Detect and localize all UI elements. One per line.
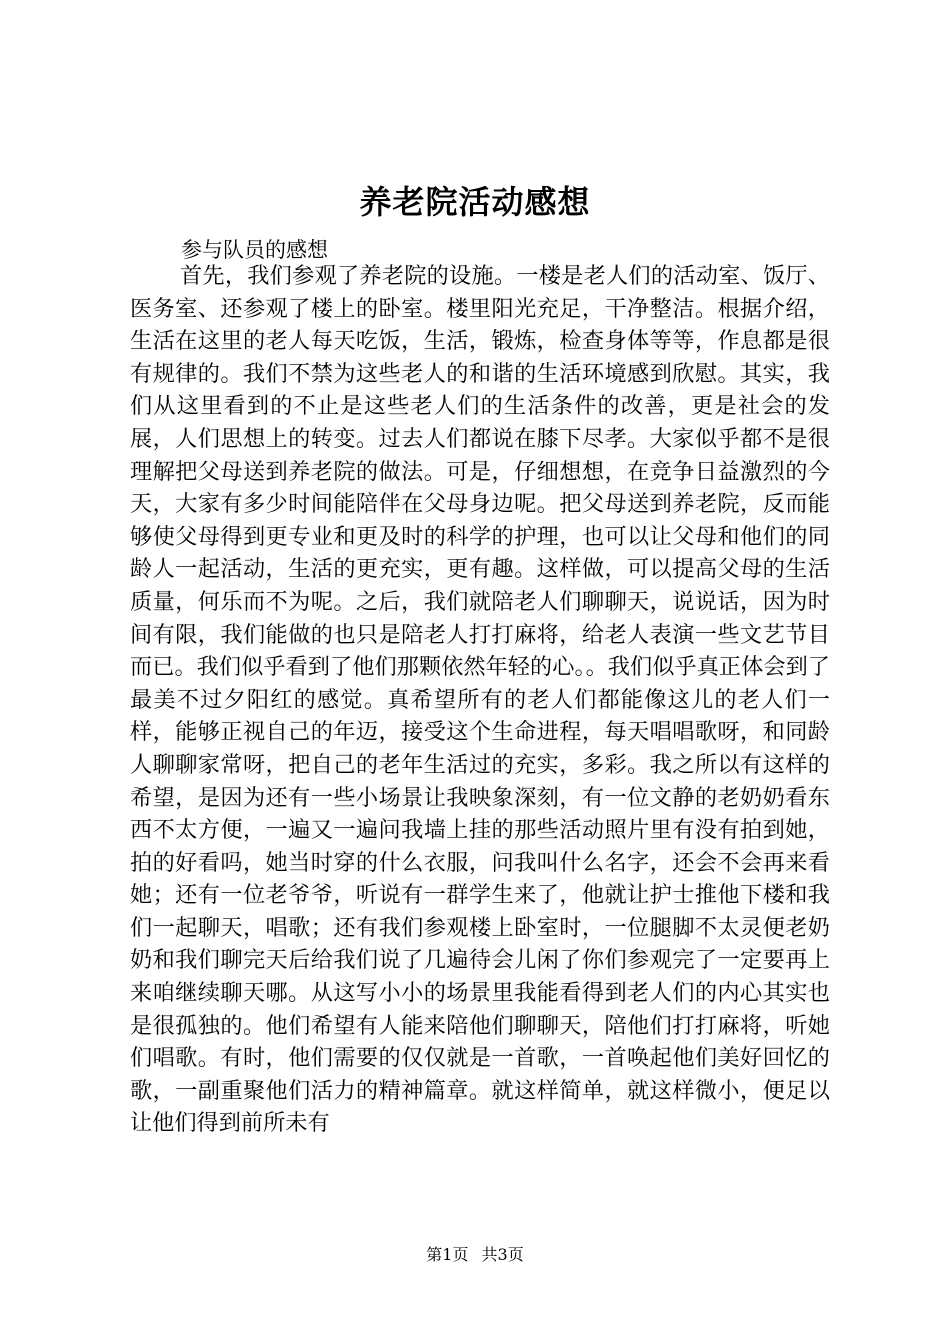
page-number: 第1页 — [426, 1245, 469, 1264]
page-footer — [0, 1245, 950, 1265]
body-paragraph: 首先，我们参观了养老院的设施。一楼是老人们的活动室、饭厅、医务室、还参观了楼上的卧室。楼里阳光充足，干净整洁。根据介绍，生活在这里的老人每天吃饭，生活，锻炼，检查身体等等，作息都是很有规律的。我们不禁为这些老人的和谐的生活环境感到欣慰。其实，我们从这里看到的不止是这些老人们的生活条件的改善，更是社会的发展，人们思想上的转变。过去人们都说在膝下尽孝。大家似乎都不是很理解把父母送到养老院的做法。可是，仔细想想，在竞争日益激烈的今天，大家有多少时间能陪伴在父母身边呢。把父母送到养老院，反而能够使父母得到更专业和更及时的科学的护理，也可以让父母和他们的同龄人一起活动，生活的更充实，更有趣。这样做，可以提高父母的生活质量，何乐而不为呢。之后，我们就陪老人们聊聊天，说说话，因为时间有限，我们能做的也只是陪老人打打麻将，给老人表演一些文艺节目而已。我们似乎看到了他们那颗依然年轻的心。。我们似乎真正体会到了最美不过夕阳红的感觉。真希望所有的老人们都能像这儿的老人们一样，能够正视自己的年迈，接受这个生命进程，每天唱唱歌呀，和同龄人聊聊家常呀，把自己的老年生活过的充实，多彩。我之所以有这样的希望，是因为还有一些小场景让我映象深刻，有一位文静的老奶奶看东西不太方便，一遍又一遍问我墙上挂的那些活动照片里有没有拍到她，拍的好看吗，她当时穿的什么衣服，问我叫什么名字，还会不会再来看她；还有一位老爷爷，听说有一群学生来了，他就让护士推他下楼和我们一起聊天，唱歌；还有我们参观楼上卧室时，一位腿脚不太灵便老奶奶和我们聊完天后给我们说了几遍待会儿闲了你们参观完了一定要再上来咱继续聊天哪。从这写小小的场景里我能看得到老人们的内心其实也是很孤独的。他们希望有人能来陪他们聊聊天，陪他们打打麻将，听她们唱歌。有时，他们需要的仅仅就是一首歌，一首唤起他们美好回忆的歌，一副重聚他们活力的精神篇章。就这样简单，就这样微小，便足以让他们得到前所未有 — [130, 263, 830, 1137]
document-subtitle: 参与队员的感想 — [181, 238, 328, 262]
page-total: 共3页 — [481, 1245, 524, 1264]
document-title: 养老院活动感想 — [359, 183, 591, 221]
